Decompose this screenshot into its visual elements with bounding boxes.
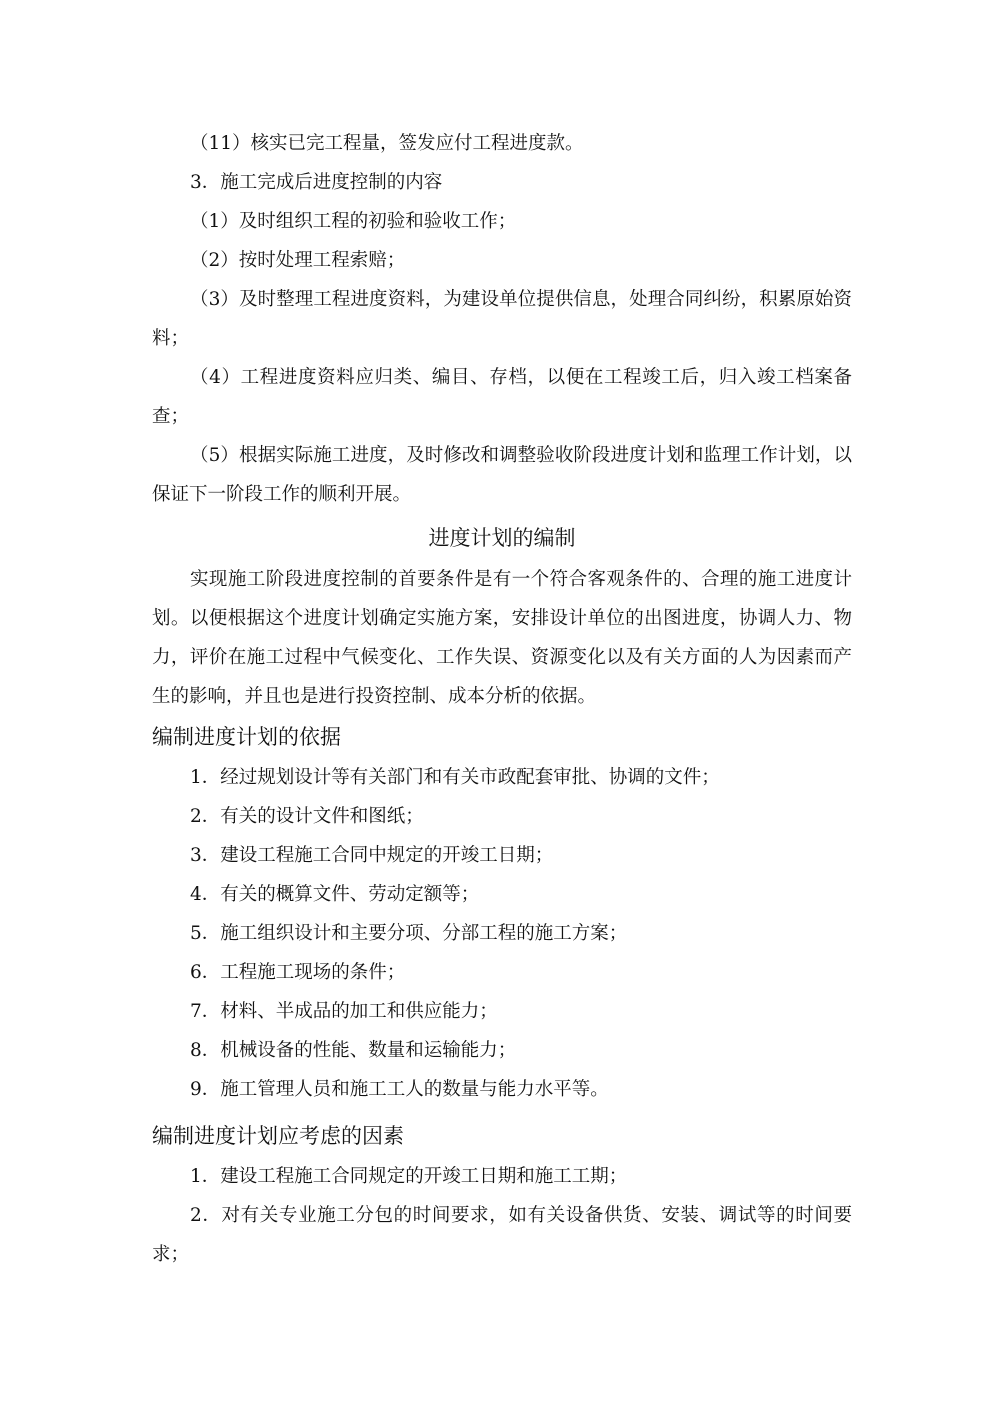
basis-item: 4．有关的概算文件、劳动定额等； [190, 884, 480, 905]
factor-item: 2．对有关专业施工分包的时间要求，如有关设备供货、安装、调试等的时间要求； [152, 1205, 852, 1265]
basis-item: 1．经过规划设计等有关部门和有关市政配套审批、协调的文件； [190, 767, 720, 788]
factor-item: 1．建设工程施工合同规定的开竣工日期和施工工期； [190, 1166, 628, 1187]
paragraph-item-5: （5）根据实际施工进度，及时修改和调整验收阶段进度计划和监理工作计划，以保证下一阶段工作的顺利开展。 [152, 445, 852, 505]
subsection-heading-after-completion: 3．施工完成后进度控制的内容 [190, 172, 443, 193]
basis-item: 9．施工管理人员和施工工人的数量与能力水平等。 [190, 1079, 609, 1100]
paragraph-item-4: （4）工程进度资料应归类、编目、存档，以便在工程竣工后，归入竣工档案备查； [152, 367, 852, 427]
intro-paragraph: 实现施工阶段进度控制的首要条件是有一个符合客观条件的、合理的施工进度计划。以便根据这个进度计划确定实施方案，安排设计单位的出图进度，协调人力、物力，评价在施工过程中气候变化、工作失误、资源变化以及有关方面的人为因素而产生的影响，并且也是进行投资控制、成本分析的依据。 [152, 569, 852, 707]
basis-item: 5．施工组织设计和主要分项、分部工程的施工方案； [190, 923, 628, 944]
paragraph-item-2: （2）按时处理工程索赔； [190, 250, 406, 271]
factors-heading: 编制进度计划应考虑的因素 [152, 1124, 404, 1148]
section-title: 进度计划的编制 [428, 526, 576, 550]
basis-item: 7．材料、半成品的加工和供应能力； [190, 1001, 498, 1022]
basis-item: 2．有关的设计文件和图纸； [190, 806, 424, 827]
paragraph-item-1: （1）及时组织工程的初验和验收工作； [190, 211, 517, 232]
page-content [152, 124, 852, 1274]
basis-heading: 编制进度计划的依据 [152, 725, 341, 749]
paragraph-item-11: （11）核实已完工程量，签发应付工程进度款。 [190, 133, 584, 154]
basis-item: 8．机械设备的性能、数量和运输能力； [190, 1040, 517, 1061]
paragraph-item-3: （3）及时整理工程进度资料，为建设单位提供信息，处理合同纠纷，积累原始资料； [152, 289, 852, 349]
basis-item: 3．建设工程施工合同中规定的开竣工日期； [190, 845, 554, 866]
basis-item: 6．工程施工现场的条件； [190, 962, 406, 983]
